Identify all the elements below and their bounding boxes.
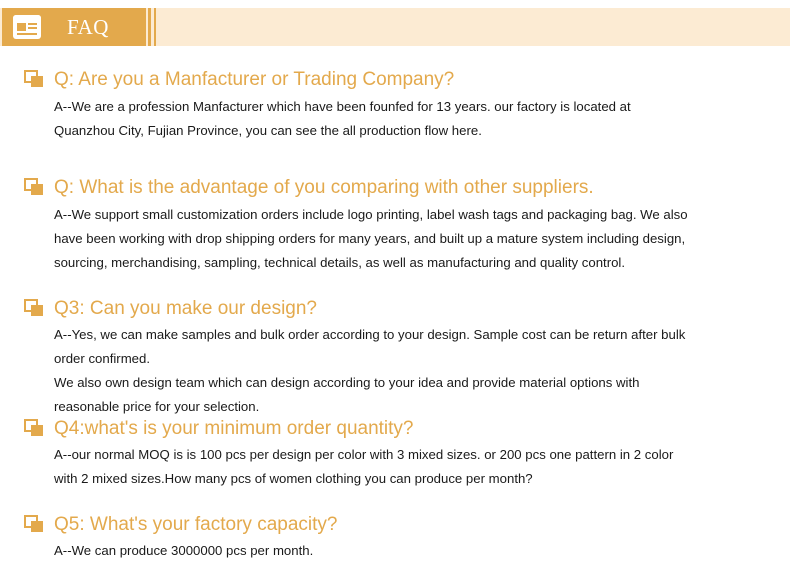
faq-question: Q: Are you a Manfacturer or Trading Company?: [54, 69, 455, 90]
faq-answer: [54, 443, 744, 491]
faq-question: Q4:what's is your minimum order quantity?: [54, 418, 414, 439]
faq-header: [0, 8, 790, 46]
answer-line: We also own design team which can design according to your idea and provide material options with: [54, 375, 640, 390]
answer-line: reasonable price for your selection.: [54, 399, 260, 414]
answer-line: A--We support small customization orders include logo printing, label wash tags and packaging bag. We also: [54, 207, 688, 222]
faq-answer: [54, 203, 744, 275]
square-bullet-icon: [24, 70, 44, 88]
square-bullet-icon: [24, 419, 44, 437]
square-bullet-icon: [24, 515, 44, 533]
answer-line: A--our normal MOQ is is 100 pcs per design per color with 3 mixed sizes. or 200 pcs one pattern in 2 color: [54, 447, 674, 462]
answer-line: with 2 mixed sizes.How many pcs of women clothing you can produce per month?: [54, 471, 533, 486]
answer-line: order confirmed.: [54, 351, 151, 366]
answer-line: A--We are a profession Manfacturer which have been founfed for 13 years. our factory is located at: [54, 99, 631, 114]
faq-question: Q5: What's your factory capacity?: [54, 514, 338, 535]
answer-line: Quanzhou City, Fujian Province, you can see the all production flow here.: [54, 123, 482, 138]
faq-tab: [2, 8, 146, 46]
faq-answer: [54, 539, 744, 563]
answer-line: sourcing, merchandising, sampling, technical details, as well as manufacturing and quality control.: [54, 255, 626, 270]
faq-answer: [54, 95, 744, 143]
square-bullet-icon: [24, 299, 44, 317]
faq-question: Q3: Can you make our design?: [54, 298, 317, 319]
page-title: FAQ: [67, 15, 109, 39]
faq-question: Q: What is the advantage of you comparing with other suppliers.: [54, 177, 594, 198]
document-icon: [12, 14, 42, 40]
square-bullet-icon: [24, 178, 44, 196]
header-divider: [154, 8, 156, 46]
answer-line: A--Yes, we can make samples and bulk order according to your design. Sample cost can be return after bulk: [54, 327, 686, 342]
answer-line: A--We can produce 3000000 pcs per month.: [54, 543, 314, 558]
header-divider: [148, 8, 151, 46]
faq-answer: [54, 323, 744, 419]
answer-line: have been working with drop shipping orders for many years, and built up a mature system including design,: [54, 231, 686, 246]
